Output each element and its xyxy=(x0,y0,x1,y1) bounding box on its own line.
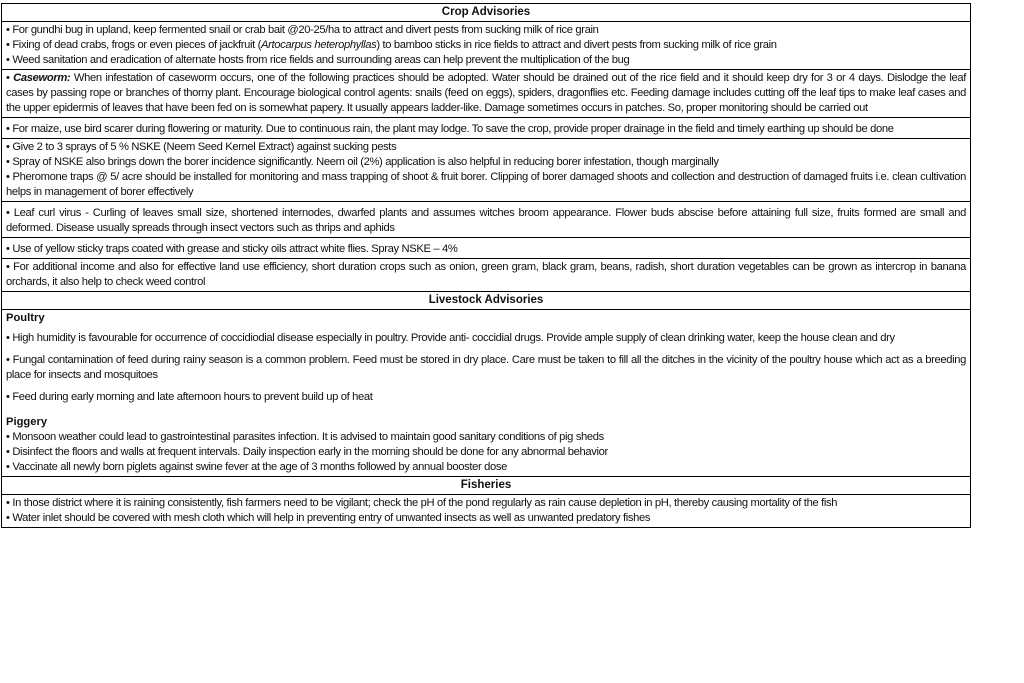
fisheries-cell xyxy=(2,495,971,528)
advisory-table xyxy=(1,3,971,528)
advisory-sheet xyxy=(1,3,971,528)
leaf-curl-item: • Leaf curl virus - Curling of leaves small size, shortened internodes, dwarfed plants and assumes witches broom appearance. Flower buds abscise before attaining full size, fruits formed are small and deformed. Disease usually spreads through insect vectors such as thrips and aphids xyxy=(6,207,966,234)
gundhi-bug-row xyxy=(2,22,971,70)
crop-heading-row xyxy=(2,4,971,22)
caseworm-row xyxy=(2,70,971,118)
neem-oil-item: • Spray of NSKE also brings down the borer incidence significantly. Neem oil (2%) application is also helpful in reducing borer infestation, though marginally xyxy=(6,156,719,168)
livestock-cell xyxy=(2,310,971,477)
poultry-humidity-item: • High humidity is favourable for occurrence of coccidiodial disease especially in poultry. Provide anti- coccidial drugs. Provide ample supply of clean drinking water, keep the house clean and dry xyxy=(6,332,895,344)
crop-advisories-heading: Crop Advisories xyxy=(2,4,971,22)
nske-spray-item: • Give 2 to 3 sprays of 5 % NSKE (Neem Seed Kernel Extract) against sucking pests xyxy=(6,141,397,153)
intercrop-row xyxy=(2,259,971,292)
sticky-traps-item: • Use of yellow sticky traps coated with grease and sticky oils attract white flies. Spray NSKE – 4% xyxy=(6,243,458,255)
nske-cell xyxy=(2,139,971,202)
jackfruit-scientific-name: Artocarpus heterophyllas xyxy=(261,39,377,51)
poultry-feed-contamination-item: • Fungal contamination of feed during rainy season is a common problem. Feed must be stored in dry place. Care must be taken to fill all the ditches in the vicinity of the poultry house which act as a breeding place for insects and mosquitoes xyxy=(6,354,966,381)
gundhi-bait-item: • For gundhi bug in upland, keep fermented snail or crab bait @20-25/ha to attract and divert pests from sucking milk of rice grain xyxy=(6,24,599,36)
jackfruit-item xyxy=(6,38,966,53)
leaf-curl-cell xyxy=(2,202,971,238)
sticky-traps-cell xyxy=(2,238,971,259)
fisheries-heading: Fisheries xyxy=(2,477,971,495)
livestock-advisories-heading: Livestock Advisories xyxy=(2,292,971,310)
intercrop-cell xyxy=(2,259,971,292)
weed-sanitation-item: • Weed sanitation and eradication of alternate hosts from rice fields and surrounding areas can help prevent the multiplication of the bug xyxy=(6,54,630,66)
pheromone-trap-item: • Pheromone traps @ 5/ acre should be installed for monitoring and mass trapping of shoot & fruit borer. Clipping of borer damaged shoots and collection and destruction of damaged fruits i.e. clean cultivation helps in management of borer effectively xyxy=(6,171,966,198)
fisheries-ph-item: • In those district where it is raining consistently, fish farmers need to be vigilant; check the pH of the pond regularly as rain cause depletion in pH, thereby causing mortality of the fish xyxy=(6,497,838,509)
maize-item: • For maize, use bird scarer during flowering or maturity. Due to continuous rain, the plant may lodge. To save the crop, provide proper drainage in the field and timely earthing up should be done xyxy=(6,123,894,135)
piggery-disinfect-item: • Disinfect the floors and walls at frequent intervals. Daily inspection early in the morning should be done for any abnormal behavior xyxy=(6,446,608,458)
sticky-traps-row xyxy=(2,238,971,259)
livestock-heading-row xyxy=(2,292,971,310)
piggery-parasites-item: • Monsoon weather could lead to gastrointestinal parasites infection. It is advised to maintain good sanitary conditions of pig sheds xyxy=(6,431,604,443)
jackfruit-item-post: ) to bamboo sticks in rice fields to attract and divert pests from sucking milk of rice grain xyxy=(376,39,777,51)
maize-row xyxy=(2,118,971,139)
caseworm-text: When infestation of caseworm occurs, one of the following practices should be adopted. Water should be drained out of the rice field and it should keep dry for 3 or 4 days. Dislodge the leaf cases by passing rope or branches of thorny plant. Encourage biological control agents: snails (feed on eggs), spiders, dragonflies etc. Feeding damage includes cutting off the leaf tips to make leaf cases and the upper epidermis of leaves that have been fed on is somewhat papery. It usually appears ladder-like. Damage sometimes occurs in patches. So, proper monitoring should be carried out xyxy=(6,72,967,114)
livestock-row xyxy=(2,310,971,477)
fisheries-row xyxy=(2,495,971,528)
piggery-vaccinate-item: • Vaccinate all newly born piglets against swine fever at the age of 3 months followed by annual booster dose xyxy=(6,461,508,473)
gundhi-bug-cell xyxy=(2,22,971,70)
poultry-feeding-time-item: • Feed during early morning and late afternoon hours to prevent build up of heat xyxy=(6,391,373,403)
caseworm-label: Caseworm: xyxy=(13,72,71,84)
fisheries-heading-row xyxy=(2,477,971,495)
nske-row xyxy=(2,139,971,202)
jackfruit-item-pre: • Fixing of dead crabs, frogs or even pieces of jackfruit ( xyxy=(6,39,262,51)
maize-cell xyxy=(2,118,971,139)
intercrop-item: • For additional income and also for effective land use efficiency, short duration crops such as onion, green gram, black gram, beans, radish, short duration vegetables can be grown as intercrop in banana orchards, it also help to check weed control xyxy=(6,261,966,288)
fisheries-inlet-item: • Water inlet should be covered with mesh cloth which will help in preventing entry of unwanted insects as well as unwanted predatory fishes xyxy=(6,512,651,524)
caseworm-cell: • Caseworm: When infestation of caseworm occurs, one of the following practices should be adopted. Water should be drained out of the rice field and it should keep dry for 3 or 4 days. Dislodge the leaf cases by passing rope or branches of thorny plant. Encourage biological control agents: snails (feed on eggs), spiders, dragonflies etc. Feeding damage includes cutting off the leaf tips to make leaf cases and the upper epidermis of leaves that have been fed on is somewhat papery. It usually appears ladder-like. Damage sometimes occurs in patches. So, proper monitoring should be carried out xyxy=(2,70,971,118)
poultry-title: Poultry xyxy=(6,312,45,324)
piggery-title: Piggery xyxy=(6,416,48,428)
leaf-curl-row xyxy=(2,202,971,238)
